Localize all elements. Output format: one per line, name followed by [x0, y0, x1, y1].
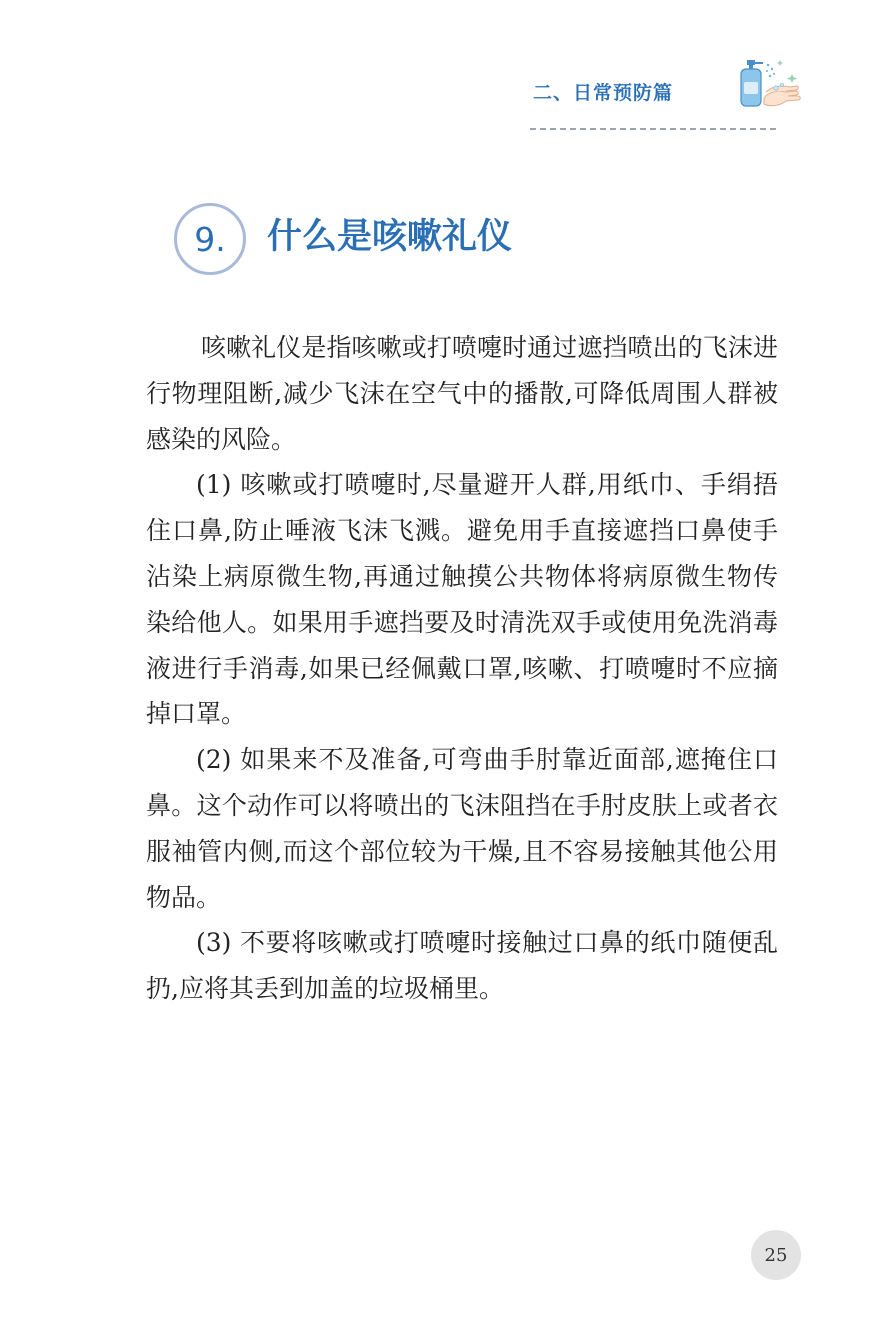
paragraph-item-3: (3) 不要将咳嗽或打喷嚏时接触过口鼻的纸巾随便乱扔,应将其丢到加盖的垃圾桶里。: [146, 928, 778, 1004]
question-number: 9.: [194, 219, 226, 259]
body-text: [146, 325, 778, 1012]
paragraph-item-1: (1) 咳嗽或打喷嚏时,尽量避开人群,用纸巾、手绢捂住口鼻,防止唾液飞沫飞溅。避免用手直接遮挡口鼻使手沾染上病原微生物,再通过触摸公共物体将病原微生物传染给他人。如果用手遮挡要及时清洗双手或使用免洗消毒液进行手消毒,如果已经佩戴口罩,咳嗽、打喷嚏时不应摘掉口罩。: [146, 470, 778, 729]
paragraph-intro: 咳嗽礼仪是指咳嗽或打喷嚏时通过遮挡喷出的飞沫进行物理阻断,减少飞沫在空气中的播散,可降低周围人群被感染的风险。: [146, 333, 778, 454]
header-divider: [530, 128, 776, 130]
page-number-badge: [751, 1230, 801, 1280]
paragraph-item-2: (2) 如果来不及准备,可弯曲手肘靠近面部,遮掩住口鼻。这个动作可以将喷出的飞沫阻挡在手肘皮肤上或者衣服袖管内侧,而这个部位较为干燥,且不容易接触其他公用物品。: [146, 745, 778, 912]
page-number: 25: [764, 1244, 788, 1266]
page-title: 什么是咳嗽礼仪: [267, 217, 513, 257]
hand-sanitizer-icon: [736, 58, 804, 112]
question-number-badge: [174, 203, 246, 275]
section-header: 二、日常预防篇: [533, 82, 674, 104]
